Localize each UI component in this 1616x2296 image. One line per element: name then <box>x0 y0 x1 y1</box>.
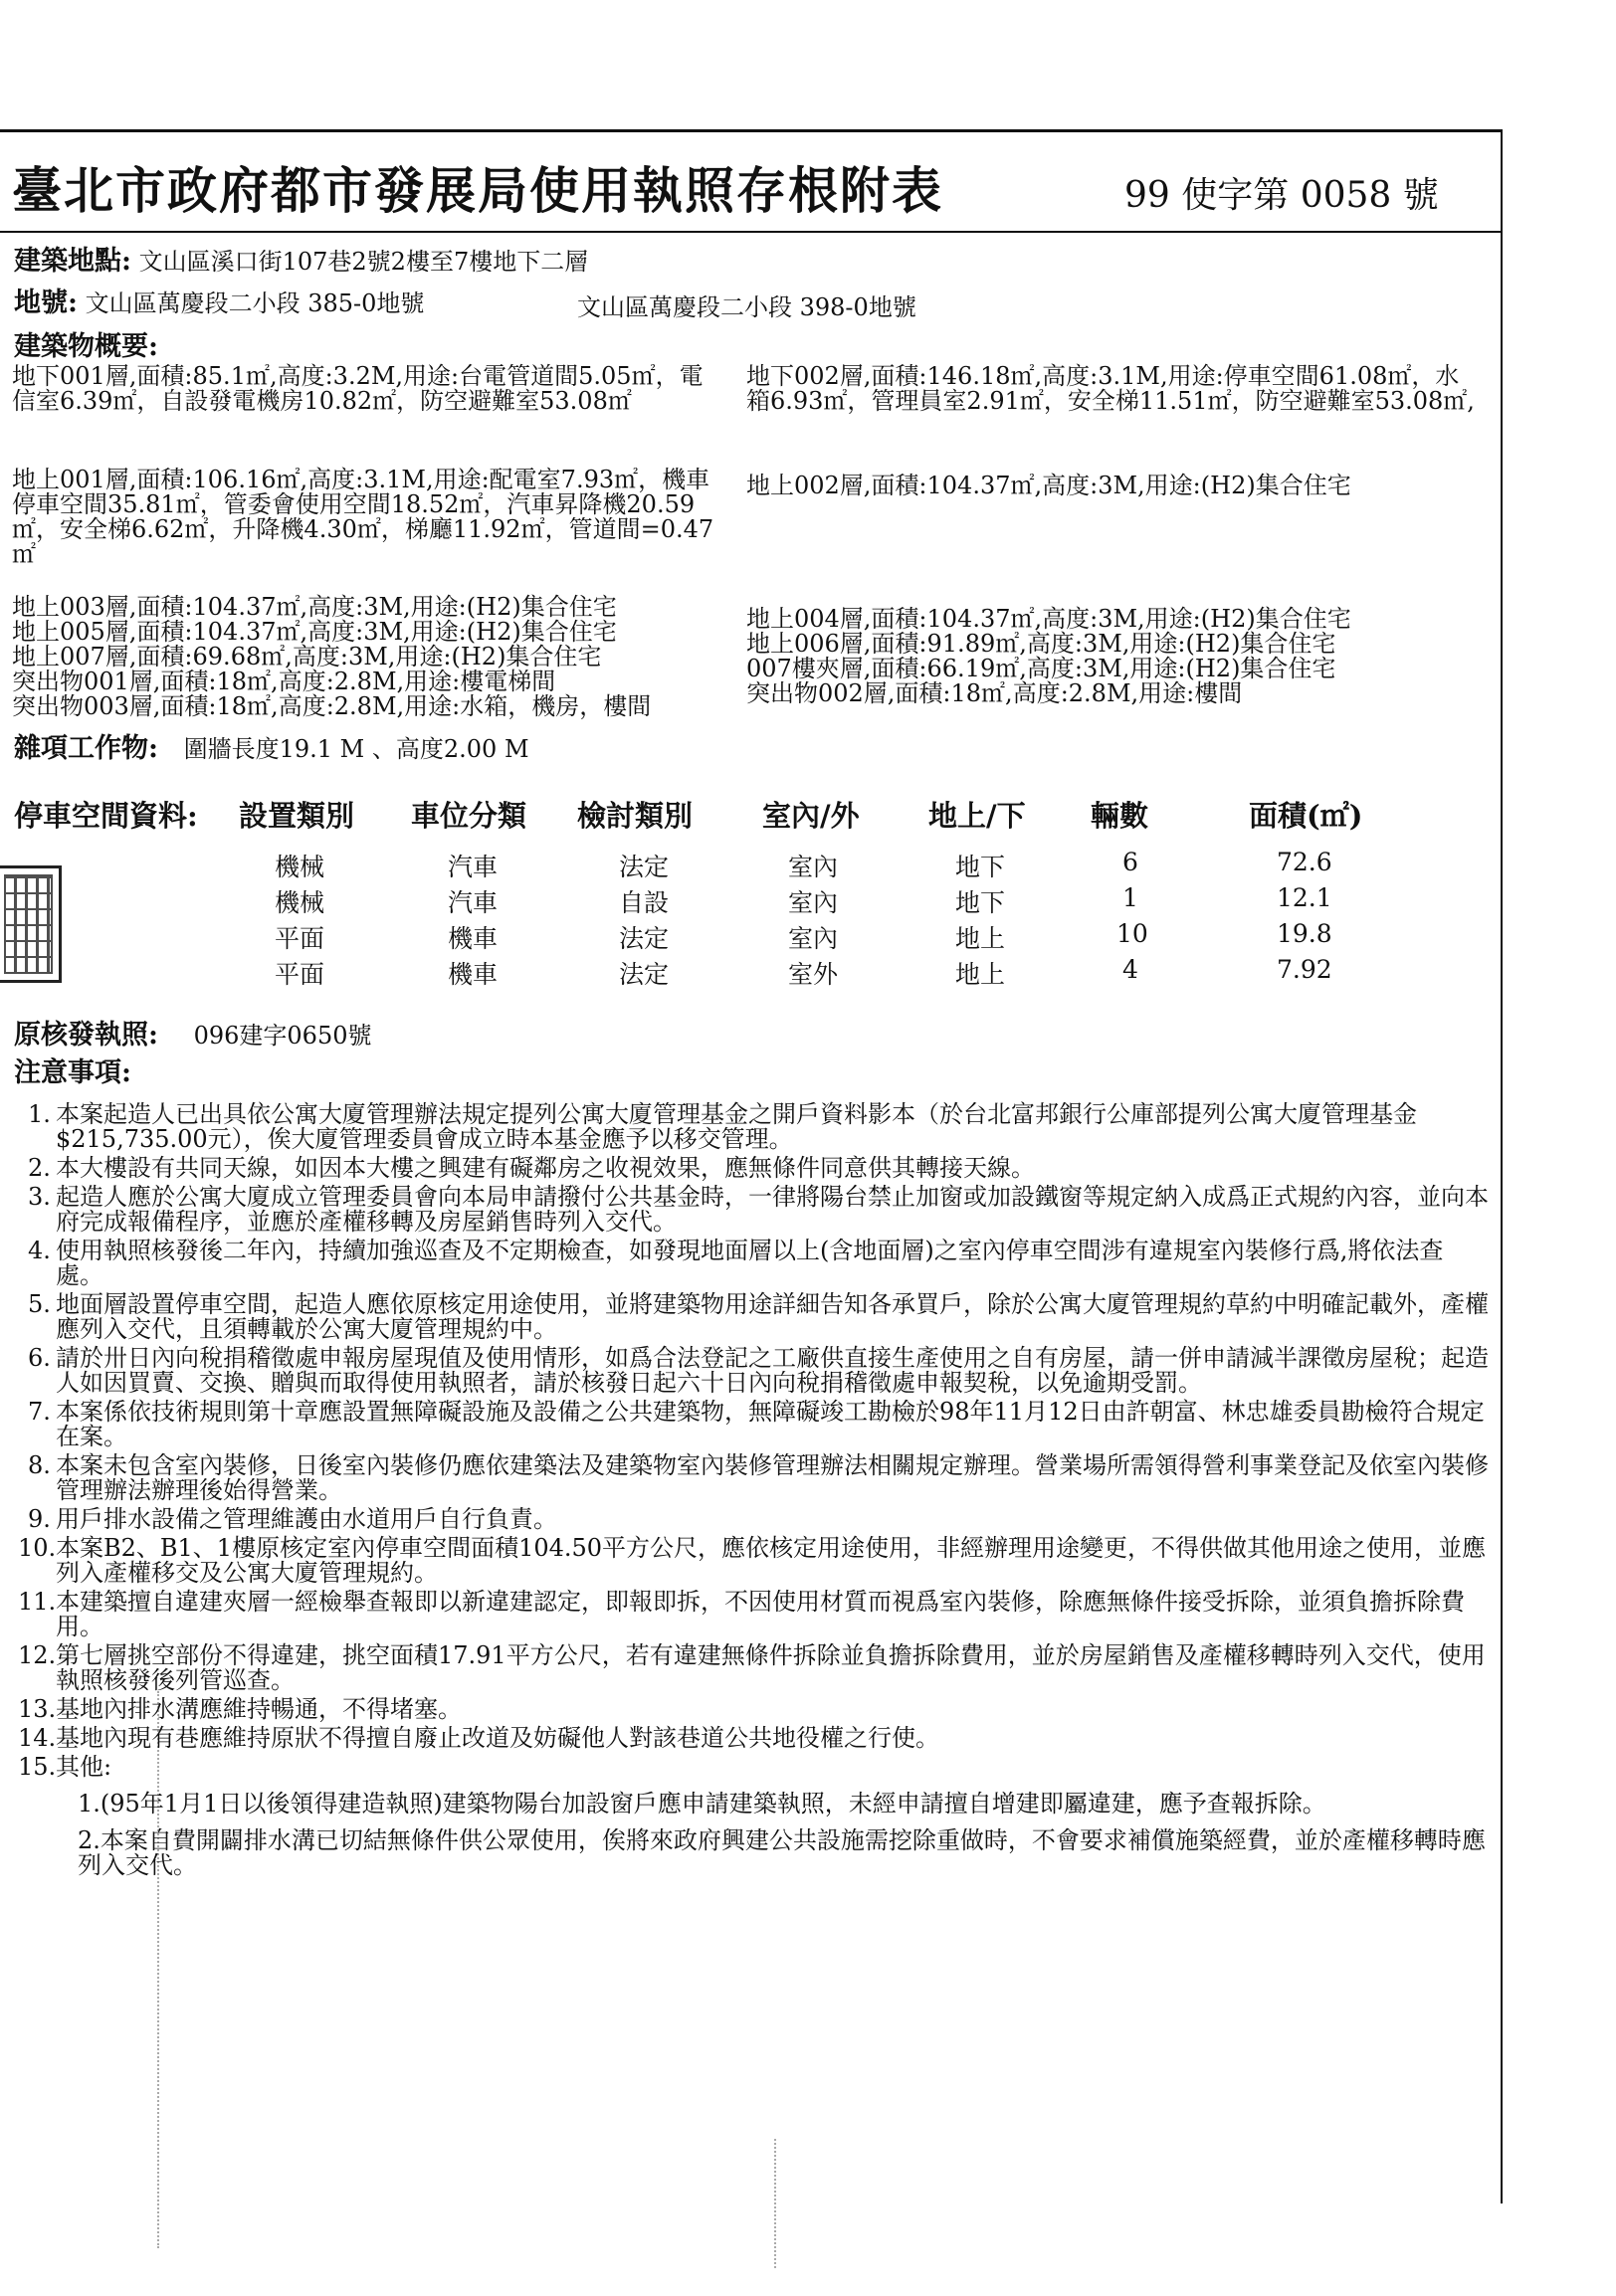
right-border <box>1501 129 1503 2203</box>
notes-label: 注意事項: <box>14 1057 131 1088</box>
roof-structure-2: 突出物002層,面積:18㎡,高度:2.8M,用途:樓間 <box>746 679 1243 707</box>
parking-cell: 法定 <box>619 853 670 881</box>
parking-cell: 自設 <box>619 888 670 917</box>
floor-6f: 地上006層,面積:91.89㎡,高度:3M,用途:(H2)集合住宅 <box>746 630 1336 658</box>
floor-b1: 地下001層,面積:85.1㎡,高度:3.2M,用途:台電管道間5.05㎡，電信室6.39㎡，自設發電機房10.82㎡，防空避難室53.08㎡ <box>12 362 704 415</box>
parking-row <box>0 883 1493 919</box>
parking-header-count: 輛數 <box>1091 799 1149 833</box>
roof-structure-1: 突出物001層,面積:18㎡,高度:2.8M,用途:樓電梯間 <box>12 668 556 695</box>
note-number: 13. <box>18 1695 57 1723</box>
parking-cell: 4 <box>1122 955 1138 984</box>
note-item <box>28 1507 1491 1532</box>
note-text: 第七層挑空部份不得違建，挑空面積17.91平方公尺，若有違建無條件拆除並負擔拆除費用，並於房屋銷售及產權移轉時列入交代，使用執照核發後列管巡查。 <box>56 1641 1486 1694</box>
header-divider <box>0 231 1503 233</box>
note-text: 基地內排水溝應維持暢通，不得堵塞。 <box>56 1695 462 1723</box>
note-text: 本案B2、B1、1樓原核定室內停車空間面積104.50平方公尺，應依核定用途使用，非經辦理用途變更，不得供做其他用途之使用，並應列入產權移交及公寓大廈管理規約。 <box>56 1534 1487 1587</box>
note-text: 本案係依技術規則第十章應設置無障礙設施及設備之公共建築物，無障礙竣工勘檢於98年11月12日由許朝富、林忠雄委員勘檢符合規定在案。 <box>56 1398 1485 1450</box>
parking-header-level: 地上/下 <box>928 799 1026 833</box>
other-note-1: 1.(95年1月1日以後領得建造執照)建築物陽台加設窗戶應申請建築執照，未經申請擅自增建即屬違建，應予查報拆除。 <box>78 1790 1326 1818</box>
note-item <box>28 1102 1491 1152</box>
note-text: 地面層設置停車空間，起造人應依原核定用途使用，並將建築物用途詳細告知各承買戶，除於公寓大廈管理規約草約中明確記載外，產權應列入交代，且須轉載於公寓大廈管理規約中。 <box>56 1290 1489 1343</box>
lot-number-2: 文山區萬慶段二小段 398-0地號 <box>577 293 916 321</box>
lot-row <box>14 287 425 318</box>
parking-row <box>0 955 1493 991</box>
parking-header-setup: 設置類別 <box>239 799 355 833</box>
parking-cell: 汽車 <box>448 853 499 881</box>
note-number: 6. <box>28 1344 51 1372</box>
parking-header-vehicle: 車位分類 <box>411 799 527 833</box>
floor-1f: 地上001層,面積:106.16㎡,高度:3.1M,用途:配電室7.93㎡，機車停車空間35.81㎡，管委會使用空間18.52㎡，汽車昇降機20.59㎡，安全梯6.62㎡，升降機4.30㎡，梯廳11.92㎡，管道間=0.47㎡ <box>12 466 714 568</box>
note-number: 8. <box>28 1451 51 1479</box>
parking-cell: 10 <box>1116 919 1148 948</box>
note-text: 本案起造人已出具依公寓大廈管理辦法規定提列公寓大廈管理基金之開戶資料影本（於台北富邦銀行公庫部提列公寓大廈管理基金$215,735.00元），俟大廈管理委員會成立時本基金應予以移交管理。 <box>56 1100 1417 1153</box>
parking-cell: 地下 <box>955 888 1006 917</box>
note-text: 使用執照核發後二年內，持續加強巡查及不定期檢查，如發現地面層以上(含地面層)之室內停車空間涉有違規室內裝修行爲,將依法查處。 <box>56 1237 1444 1289</box>
note-text: 起造人應於公寓大廈成立管理委員會向本局申請撥付公共基金時，一律將陽台禁止加窗或加設鐵窗等規定納入成爲正式規約內容，並向本府完成報備程序，並應於產權移轉及房屋銷售時列入交代。 <box>56 1183 1489 1236</box>
parking-cell: 19.8 <box>1277 919 1332 948</box>
note-item <box>18 1753 1491 1879</box>
floor-2f: 地上002層,面積:104.37㎡,高度:3M,用途:(H2)集合住宅 <box>746 472 1351 499</box>
note-item <box>18 1534 1491 1587</box>
note-text: 請於卅日內向稅捐稽徵處申報房屋現值及使用情形，如爲合法登記之工廠供直接生產使用之自有房屋，請一併申請減半課徵房屋稅；起造人如因買賣、交換、贈與而取得使用執照者，請於核發日起六十日內向稅捐稽徵處申報契稅，以免逾期受罰。 <box>56 1344 1489 1397</box>
parking-cell: 12.1 <box>1277 883 1332 912</box>
misc-label: 雜項工作物: <box>14 733 158 764</box>
note-item <box>28 1156 1491 1181</box>
parking-cell: 法定 <box>619 924 670 953</box>
seal-pattern <box>4 874 53 974</box>
parking-header-indoor: 室內/外 <box>762 799 860 833</box>
floor-5f: 地上005層,面積:104.37㎡,高度:3M,用途:(H2)集合住宅 <box>12 618 617 646</box>
parking-row <box>0 919 1493 955</box>
parking-cell: 地下 <box>955 853 1006 881</box>
note-number: 5. <box>28 1290 51 1318</box>
note-number: 1. <box>28 1100 51 1128</box>
note-number: 10. <box>18 1534 57 1562</box>
roof-structure-3: 突出物003層,面積:18㎡,高度:2.8M,用途:水箱，機房，樓間 <box>12 692 652 720</box>
site-address-label: 建築地點: <box>14 246 131 277</box>
parking-cell: 平面 <box>275 924 325 953</box>
site-address-row <box>14 246 589 277</box>
note-number: 2. <box>28 1154 51 1182</box>
note-number: 11. <box>18 1588 57 1616</box>
parking-cell: 地上 <box>955 924 1006 953</box>
note-item <box>18 1695 1491 1723</box>
parking-cell: 7.92 <box>1277 955 1332 984</box>
note-text: 本建築擅自違建夾層一經檢舉查報即以新違建認定，即報即拆，不因使用材質而視爲室內裝修，除應無條件接受拆除，並須負擔拆除費用。 <box>56 1588 1465 1640</box>
floor-3f: 地上003層,面積:104.37㎡,高度:3M,用途:(H2)集合住宅 <box>12 593 617 621</box>
original-permit-row <box>14 1020 372 1051</box>
note-number: 14. <box>18 1724 57 1752</box>
parking-cell: 72.6 <box>1277 848 1332 876</box>
note-item <box>28 1185 1491 1235</box>
lot-number-1: 文山區萬慶段二小段 385-0地號 <box>85 289 425 317</box>
parking-cell: 汽車 <box>448 888 499 917</box>
note-number: 7. <box>28 1398 51 1426</box>
site-address: 文山區溪口街107巷2號2樓至7樓地下二層 <box>138 248 589 276</box>
permit-number: 99 使字第 0058 號 <box>1124 175 1439 216</box>
parking-cell: 機械 <box>275 853 325 881</box>
official-seal-stamp <box>0 865 62 983</box>
parking-cell: 機械 <box>275 888 325 917</box>
note-item <box>28 1400 1491 1449</box>
note-number: 15. <box>18 1753 57 1781</box>
original-permit-value: 096建字0650號 <box>193 1022 372 1050</box>
parking-cell: 1 <box>1122 883 1138 912</box>
parking-cell: 機車 <box>448 924 499 953</box>
other-note-2: 2.本案自費開闢排水溝已切結無條件供公眾使用，俟將來政府興建公共設施需挖除重做時，不會要求補償施築經費，並於產權移轉時應列入交代。 <box>78 1826 1486 1879</box>
note-number: 4. <box>28 1237 51 1264</box>
note-text: 其他: <box>56 1753 112 1781</box>
note-item <box>18 1641 1491 1694</box>
original-permit-label: 原核發執照: <box>14 1020 158 1051</box>
note-item <box>18 1588 1491 1640</box>
parking-cell: 室內 <box>788 888 839 917</box>
lot-label: 地號: <box>14 287 78 318</box>
parking-cell: 室內 <box>788 924 839 953</box>
misc-text: 圍牆長度19.1 M 、高度2.00 M <box>183 735 529 763</box>
parking-cell: 6 <box>1122 848 1138 876</box>
note-text: 本案未包含室內裝修，日後室內裝修仍應依建築法及建築物室內裝修管理辦法相關規定辦理。營業場所需領得營利事業登記及依室內裝修管理辦法辦理後始得營業。 <box>56 1451 1489 1504</box>
note-item <box>28 1292 1491 1342</box>
overview-label: 建築物概要: <box>14 331 158 362</box>
parking-cell: 室內 <box>788 853 839 881</box>
note-text: 基地內現有巷應維持原狀不得擅自廢止改道及妨礙他人對該巷道公共地役權之行使。 <box>56 1724 939 1752</box>
floor-4f: 地上004層,面積:104.37㎡,高度:3M,用途:(H2)集合住宅 <box>746 605 1351 633</box>
note-item <box>28 1453 1491 1503</box>
parking-cell: 機車 <box>448 960 499 989</box>
top-border <box>0 129 1503 132</box>
note-number: 9. <box>28 1505 51 1533</box>
document-title: 臺北市政府都市發展局使用執照存根附表 <box>12 161 943 220</box>
notes-list <box>18 1100 1491 1882</box>
parking-row <box>0 848 1493 883</box>
parking-cell: 地上 <box>955 960 1006 989</box>
parking-header-area: 面積(㎡) <box>1249 799 1363 833</box>
note-text: 本大樓設有共同天線，如因本大樓之興建有礙鄰房之收視效果，應無條件同意供其轉接天線。 <box>56 1154 1035 1182</box>
misc-row <box>14 733 529 764</box>
fold-line <box>774 2139 776 2268</box>
note-text: 用戶排水設備之管理維護由水道用戶自行負責。 <box>56 1505 557 1533</box>
note-item <box>18 1724 1491 1752</box>
parking-cell: 法定 <box>619 960 670 989</box>
parking-label: 停車空間資料: <box>14 799 198 833</box>
note-number: 3. <box>28 1183 51 1211</box>
note-number: 12. <box>18 1641 57 1669</box>
floor-7-mezzanine: 007樓夾層,面積:66.19㎡,高度:3M,用途:(H2)集合住宅 <box>746 655 1336 682</box>
note-item <box>28 1346 1491 1396</box>
parking-header-review: 檢討類別 <box>577 799 694 833</box>
floor-7f: 地上007層,面積:69.68㎡,高度:3M,用途:(H2)集合住宅 <box>12 643 602 670</box>
floor-b2: 地下002層,面積:146.18㎡,高度:3.1M,用途:停車空間61.08㎡，水箱6.93㎡，管理員室2.91㎡，安全梯11.51㎡，防空避難室53.08㎡, <box>746 362 1475 415</box>
note-item <box>28 1239 1491 1288</box>
parking-cell: 平面 <box>275 960 325 989</box>
parking-cell: 室外 <box>788 960 839 989</box>
